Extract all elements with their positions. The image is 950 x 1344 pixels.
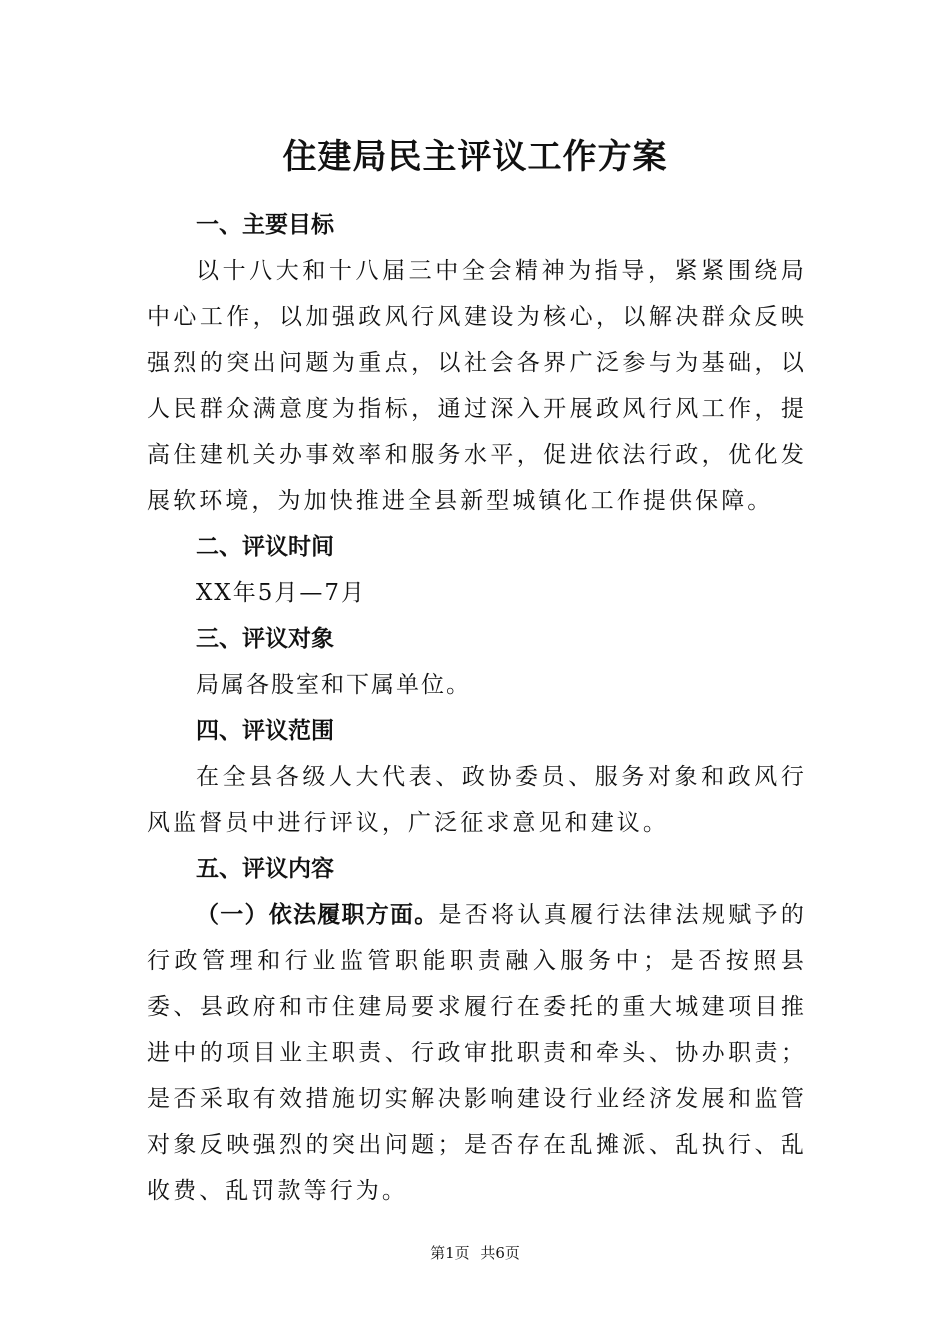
section-heading-content: 五、评议内容: [196, 856, 334, 882]
section-heading-target: 三、评议对象: [196, 626, 334, 652]
document-body: [147, 202, 807, 1214]
page-total: 共6页: [480, 1244, 520, 1262]
section-heading-time: 二、评议时间: [196, 534, 334, 560]
section-heading-scope: 四、评议范围: [196, 718, 334, 744]
page-number: 第1页: [430, 1244, 470, 1262]
section-text-time: XX年5月—7月: [196, 580, 367, 606]
subsection-lead: （一）依法履职方面。: [196, 902, 439, 928]
section-heading-goals: 一、主要目标: [196, 212, 334, 238]
section-text-target: 局属各股室和下属单位。: [196, 672, 471, 698]
document-title: 住建局民主评议工作方案: [282, 137, 668, 177]
section-text-content: [147, 892, 807, 1214]
section-text-scope: 在全县各级人大代表、政协委员、服务对象和政风行风监督员中进行评议，广泛征求意见和建议。: [147, 764, 807, 836]
page-footer: [0, 1243, 950, 1263]
subsection-text: 是否将认真履行法律法规赋予的行政管理和行业监管职能职责融入服务中；是否按照县委、县政府和市住建局要求履行在委托的重大城建项目推进中的项目业主职责、行政审批职责和牵头、协办职责；是否采取有效措施切实解决影响建设行业经济发展和监管对象反映强烈的突出问题；是否存在乱摊派、乱执行、乱收费、乱罚款等行为。: [147, 902, 807, 1204]
section-text-goals: 以十八大和十八届三中全会精神为指导，紧紧围绕局中心工作，以加强政风行风建设为核心，以解决群众反映强烈的突出问题为重点，以社会各界广泛参与为基础，以人民群众满意度为指标，通过深入开展政风行风工作，提高住建机关办事效率和服务水平，促进依法行政，优化发展软环境，为加快推进全县新型城镇化工作提供保障。: [147, 258, 807, 514]
